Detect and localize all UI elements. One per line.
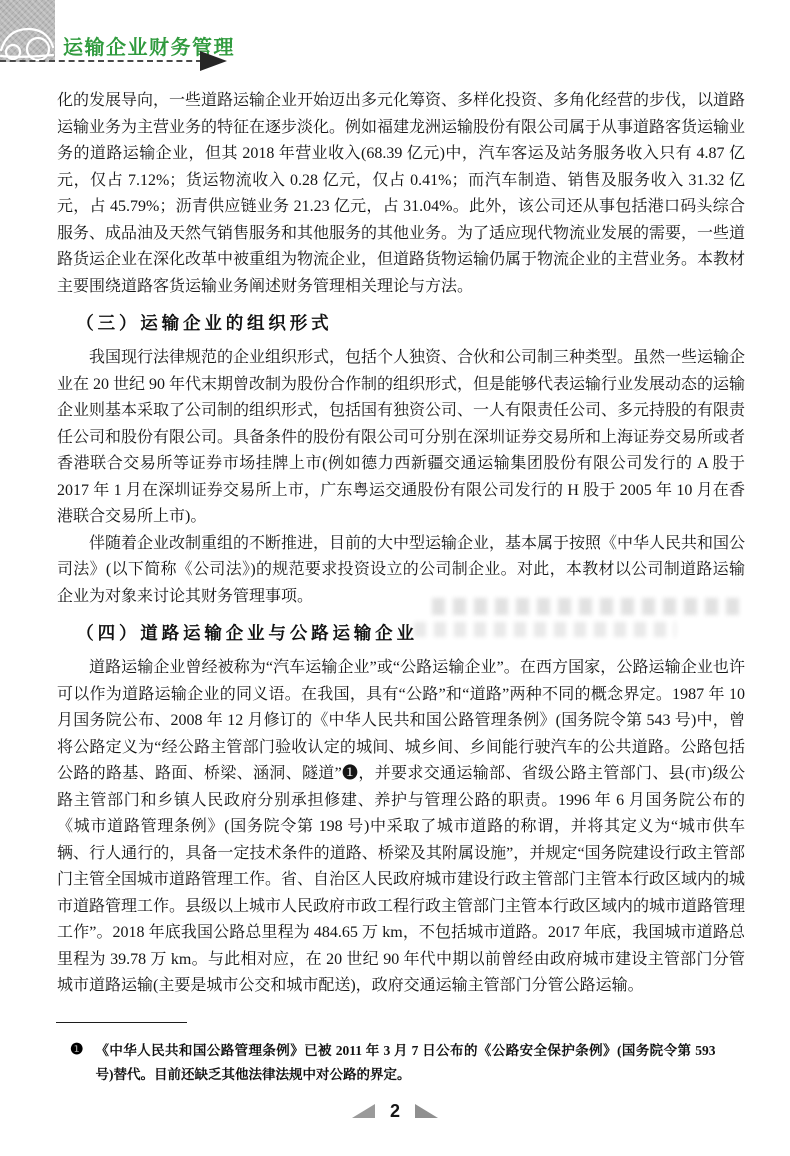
footnote-text: 《中华人民共和国公路管理条例》已被 2011 年 3 月 7 日公布的《公路安全保护条例》(国务院令第 593 号)替代。目前还缺乏其他法律法规中对公路的界定。 bbox=[95, 1043, 716, 1082]
footnote bbox=[70, 1039, 742, 1086]
footnote-divider bbox=[56, 1022, 187, 1023]
section-heading-4: （四）道路运输企业与公路运输企业 bbox=[76, 623, 418, 643]
chapter-logo-block bbox=[0, 0, 55, 62]
header-arrow-icon bbox=[200, 51, 227, 71]
footer-right-triangle-icon bbox=[415, 1104, 438, 1118]
page-body bbox=[57, 88, 745, 1000]
section-heading-3: （三）运输企业的组织形式 bbox=[76, 313, 333, 333]
paragraph-continued: 化的发展导向，一些道路运输企业开始迈出多元化筹资、多样化投资、多角化经营的步伐，以道路运输业务为主营业务的特征在逐步淡化。例如福建龙洲运输股份有限公司属于从事道路客货运输业务的道路运输企业，但其 2018 年营业收入(68.39 亿元)中，汽车客运及站务服务收入只有 4.87 亿元，仅占 7.12%；货运物流收入 0.28 亿元，仅占 0.41%；而汽车制造、销售及服务收入 31.32 亿元，占 45.79%；沥青供应链业务 21.23 亿元，占 31.04%。此外，该公司还从事包括港口码头综合服务、成品油及天然气销售服务和其他服务的其他业务。为了适应现代物流业发展的需要，一些道路货运企业在深化改革中被重组为物流企业，但道路货物运输仍属于物流企业的主营业务。本教材主要围绕道路客货运输业务阐述财务管理相关理论与方法。 bbox=[57, 92, 746, 295]
paragraph: 我国现行法律规范的企业组织形式，包括个人独资、合伙和公司制三种类型。虽然一些运输企业在 20 世纪 90 年代末期曾改制为股份合作制的组织形式，但是能够代表运输行业发展动态的运输企业则基本采取了公司制的组织形式，包括国有独资公司、一人有限责任公司、多元持股的有限责任公司和股份有限公司。具备条件的股份有限公司可分别在深圳证券交易所和上海证券交易所或者香港联合交易所等证券市场挂牌上市(例如德力西新疆交通运输集团股份有限公司发行的 A 股于 2017 年 1 月在深圳证券交易所上市，广东粤运交通股份有限公司发行的 H 股于 2005 年 10 月在香港联合交易所上市)。 bbox=[57, 349, 746, 525]
footer-left-triangle-icon bbox=[352, 1104, 375, 1118]
page-footer bbox=[0, 1101, 790, 1121]
footnote-marker-icon: ❶ bbox=[70, 1042, 84, 1058]
car-sketch-icon bbox=[0, 0, 55, 62]
running-head-title: 运输企业财务管理 bbox=[63, 37, 235, 59]
header-dashed-line bbox=[0, 60, 202, 62]
paragraph: 道路运输企业曾经被称为“汽车运输企业”或“公路运输企业”。在西方国家，公路运输企业也许可以作为道路运输企业的同义语。在我国，具有“公路”和“道路”两种不同的概念界定。1987 年 10 月国务院公布、2008 年 12 月修订的《中华人民共和国公路管理条例》(国务院令第 543 号)中，曾将公路定义为“经公路主管部门验收认定的城间、城乡间、乡间能行驶汽车的公共道路。公路包括公路的路基、路面、桥梁、涵洞、隧道”❶，并要求交通运输部、省级公路主管部门、县(市)级公路主管部门和乡镇人民政府分别承担修建、养护与管理公路的职责。1996 年 6 月国务院公布的《城市道路管理条例》(国务院令第 198 号)中采取了城市道路的称谓，并将其定义为“城市供车辆、行人通行的，具备一定技术条件的道路、桥梁及其附属设施”，并规定“国务院建设行政主管部门主管全国城市道路管理工作。省、自治区人民政府城市建设行政主管部门主管本行政区域内的城市道路管理工作。县级以上城市人民政府市政工程行政主管部门主管本行政区域内的城市道路管理工作”。2018 年底我国公路总里程为 484.65 万 km，不包括城市道路。2017 年底，我国城市道路总里程为 39.78 万 km。与此相对应，在 20 世纪 90 年代中期以前曾经由政府城市建设主管部门分管城市道路运输(主要是城市公交和城市配送)，政府交通运输主管部门分管公路运输。 bbox=[57, 659, 746, 994]
page-number: 2 bbox=[389, 1101, 400, 1121]
paragraph: 伴随着企业改制重组的不断推进，目前的大中型运输企业，基本属于按照《中华人民共和国公司法》(以下简称《公司法》)的规范要求投资设立的公司制企业。对此，本教材以公司制道路运输企业为对象来讨论其财务管理事项。 bbox=[57, 534, 746, 605]
